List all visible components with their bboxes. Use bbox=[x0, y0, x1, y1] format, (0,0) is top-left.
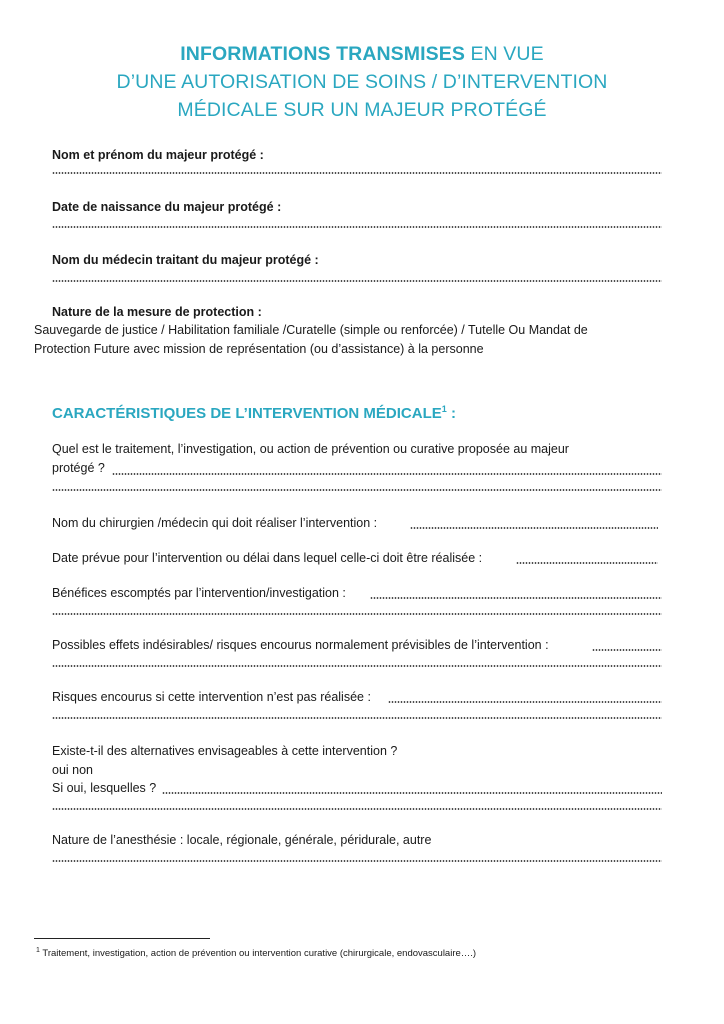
title-line-3: MÉDICALE SUR UN MAJEUR PROTÉGÉ bbox=[177, 99, 547, 121]
side-effects-field-1[interactable] bbox=[592, 649, 662, 651]
title-line-1: INFORMATIONS TRANSMISES EN VUE bbox=[180, 43, 544, 65]
benefits-field-2[interactable] bbox=[52, 613, 662, 615]
patient-name-label: Nom et prénom du majeur protégé : bbox=[52, 148, 264, 162]
which-question: Si oui, lesquelles ? bbox=[52, 781, 157, 795]
doctor-field[interactable] bbox=[52, 280, 662, 282]
document-title bbox=[0, 40, 724, 124]
risks-field-2[interactable] bbox=[52, 717, 662, 719]
surgeon-field[interactable] bbox=[410, 527, 658, 529]
date-question: Date prévue pour l’intervention ou délai dans lequel celle-ci doit être réalisée : bbox=[52, 551, 483, 565]
measure-label: Nature de la mesure de protection : bbox=[52, 305, 262, 319]
treatment-question-line-2: protégé ? bbox=[52, 461, 105, 475]
which-field-1[interactable] bbox=[162, 792, 662, 794]
anesthesia-field[interactable] bbox=[52, 860, 662, 862]
measure-options-line-2: Protection Future avec mission de représentation (ou d’assistance) à la personne bbox=[34, 342, 484, 356]
title-line-2: D’UNE AUTORISATION DE SOINS / D’INTERVENTION bbox=[116, 71, 608, 93]
side-effects-question: Possibles effets indésirables/ risques encourus normalement prévisibles de l’intervention : bbox=[52, 638, 549, 652]
treatment-field-2[interactable] bbox=[52, 489, 662, 491]
benefits-question: Bénéfices escomptés par l’intervention/investigation : bbox=[52, 586, 346, 600]
birth-date-field[interactable] bbox=[52, 226, 662, 228]
treatment-question-line-1: Quel est le traitement, l’investigation, ou action de prévention ou curative proposée au majeur bbox=[52, 442, 569, 456]
birth-date-label: Date de naissance du majeur protégé : bbox=[52, 200, 282, 214]
date-field[interactable] bbox=[516, 562, 658, 564]
anesthesia-question: Nature de l’anesthésie : locale, régionale, générale, péridurale, autre bbox=[52, 833, 432, 847]
side-effects-field-2[interactable] bbox=[52, 665, 662, 667]
alternatives-question: Existe-t-il des alternatives envisageables à cette intervention ? bbox=[52, 744, 398, 758]
benefits-field-1[interactable] bbox=[370, 597, 662, 599]
patient-name-field[interactable] bbox=[52, 172, 662, 174]
doctor-label: Nom du médecin traitant du majeur protégé : bbox=[52, 253, 319, 267]
surgeon-question: Nom du chirurgien /médecin qui doit réaliser l’intervention : bbox=[52, 516, 378, 530]
treatment-field-1[interactable] bbox=[112, 473, 662, 475]
section-heading: CARACTÉRISTIQUES DE L’INTERVENTION MÉDICALE$^1$ : bbox=[52, 404, 456, 422]
risks-question: Risques encourus si cette intervention n’est pas réalisée : bbox=[52, 690, 371, 704]
footnote-ref: 1 bbox=[441, 404, 447, 414]
yes-no-options[interactable]: oui non bbox=[52, 763, 94, 777]
which-field-2[interactable] bbox=[52, 808, 662, 810]
risks-field-1[interactable] bbox=[388, 701, 662, 703]
footnote-separator bbox=[34, 938, 210, 939]
footnote: $^1$ Traitement, investigation, action de prévention ou intervention curative (chirurgicale, endovasculaire….) bbox=[36, 947, 477, 960]
measure-options-line-1: Sauvegarde de justice / Habilitation familiale /Curatelle (simple ou renforcée) / Tutelle Ou Mandat de bbox=[34, 323, 588, 337]
